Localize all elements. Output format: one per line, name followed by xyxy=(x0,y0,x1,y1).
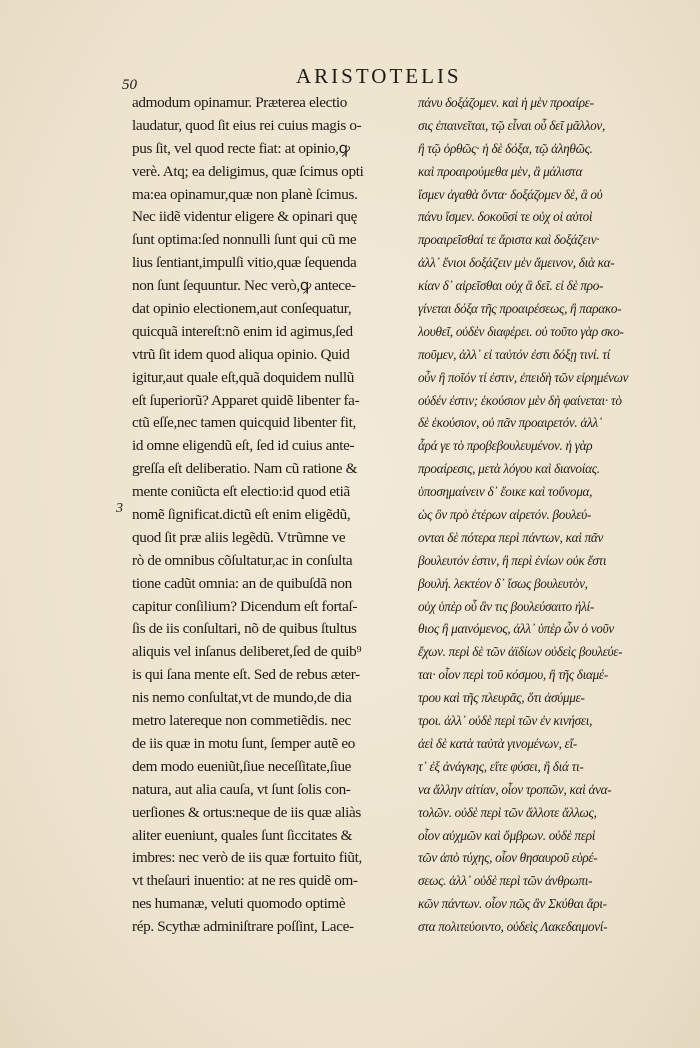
greek-text-line: ὑποσημαίνειν δ᾽ ἔοικε καὶ τοὔνομα, xyxy=(418,484,593,500)
greek-text-line: οὐδέν ἐστιν; ἑκούσιον μὲν δὴ φαίνεται· τὸ xyxy=(418,392,622,408)
latin-text-line: non ſunt ſequuntur. Nec verò,ꝙ antece- xyxy=(132,277,356,295)
greek-text-line: να ἄλλην αἰτίαν, οἷον τροπῶν, καὶ ἀνα- xyxy=(418,781,612,797)
greek-text-line: οὖν ἢ ποῖόν τί ἐστιν, ἐπειδὴ τῶν εἰρημένων xyxy=(418,369,629,385)
latin-text-line: igitur,aut quale eſt,quã doquidem nullũ xyxy=(132,368,354,386)
greek-text-line: καὶ προαιρούμεθα μὲν, ἃ μάλιστα xyxy=(418,163,583,179)
latin-text-line: capitur conſilium? Dicendum eſt fortaſ- xyxy=(132,597,358,615)
latin-text-line: imbres: nec verò de iis quæ fortuito fiũt, xyxy=(132,849,362,867)
greek-text-line: ἀεὶ δὲ κατὰ ταὐτὰ γινομένων, εἴ- xyxy=(418,735,577,751)
latin-text-line: de iis quæ in motu ſunt, ſemper autẽ eo xyxy=(132,734,355,752)
latin-text-line: greſſa eſt deliberatio. Nam cũ ratione & xyxy=(132,460,358,478)
greek-text-line: σις ἐπαινεῖται, τῷ εἶναι οὗ δεῖ μᾶλλον, xyxy=(418,117,605,133)
latin-text-line: dat opinio electionem,aut conſequatur, xyxy=(132,300,352,318)
latin-text-line: natura, aut alia cauſa, vt ſunt ſolis con- xyxy=(132,780,351,798)
latin-column xyxy=(132,92,410,939)
running-head: ARISTOTELIS xyxy=(296,64,462,88)
latin-text-line: quicquã intereſt:nõ enim id agimus,ſed xyxy=(132,322,353,340)
latin-text-line: lius ſentiant,impulſi vitio,quæ ſequenda xyxy=(132,254,357,272)
greek-text-line: οἷον αὐχμῶν καὶ ὄμβρων. οὐδὲ περὶ xyxy=(418,827,596,843)
greek-text-line: ποῦμεν, ἀλλ᾽ εἰ ταὐτόν ἐστι δόξῃ τινί. τί xyxy=(418,346,611,362)
greek-text-line: κῶν πάντων. οἷον πῶς ἂν Σκύθαι ἄρι- xyxy=(418,896,607,912)
greek-text-line: σεως. ἀλλ᾽ οὐδὲ περὶ τῶν ἀνθρωπι- xyxy=(418,873,593,889)
latin-text-line: dem modo eueniũt,ſiue neceſſitate,ſiue xyxy=(132,757,352,775)
greek-text-line: τροι. ἀλλ᾽ οὐδὲ περὶ τῶν ἐν κινήσει, xyxy=(418,713,593,729)
latin-text-line: nis nemo conſultat,vt de mundo,de dia xyxy=(132,689,352,707)
greek-text-line: πάνυ δοξάζομεν. καὶ ἡ μὲν προαίρε- xyxy=(418,95,594,110)
latin-text-line: laudatur, quod ſit eius rei cuius magis o- xyxy=(132,116,362,134)
latin-text-line: nes humanæ, veluti quomodo optimè xyxy=(132,895,346,913)
greek-text-line: τρου καὶ τῆς πλευρᾶς, ὅτι ἀσύμμε- xyxy=(418,690,585,706)
latin-text-line: admodum opinamur. Præterea electio xyxy=(132,94,348,111)
greek-text-line: τ᾽ ἐξ ἀνάγκης, εἴτε φύσει, ἢ διά τι- xyxy=(418,758,584,774)
greek-text-line: τῶν ἀπὸ τύχης, οἷον θησαυροῦ εὑρέ- xyxy=(418,850,598,866)
latin-text-line: tione cadũt omnia: an de quibuſdã non xyxy=(132,574,352,592)
page-number: 50 xyxy=(122,77,137,93)
latin-text-line: quod ſit præ aliis legẽdũ. Vtrũmne ve xyxy=(132,528,346,546)
latin-text-line: ma:ea opinamur,quæ non planè ſcimus. xyxy=(132,185,358,203)
greek-text-line: ται· οἷον περὶ τοῦ κόσμου, ἢ τῆς διαμέ- xyxy=(418,667,608,683)
latin-text-line: nomẽ ſignificat.dictũ eſt enim eligẽdũ, xyxy=(132,506,351,524)
greek-text-line: κίαν δ᾽ αἱρεῖσθαι οὐχ ἃ δεῖ. εἰ δὲ προ- xyxy=(418,278,604,294)
greek-text-line: βουλευτόν ἐστιν, ἢ περὶ ἐνίων οὐκ ἔστι xyxy=(418,552,607,568)
latin-text-line: ſunt optima:ſed nonnulli ſunt qui cũ me xyxy=(132,231,357,249)
latin-text-line: rép. Scythæ adminiſtrare poſſint, Lace- xyxy=(132,918,354,936)
latin-text-line: metro latereque non commetiẽdis. nec xyxy=(132,712,351,730)
greek-text-line: ἀλλ᾽ ἔνιοι δοξάζειν μὲν ἄμεινον, διὰ κα- xyxy=(418,255,615,271)
greek-text-line: λουθεῖ, οὐδὲν διαφέρει. οὐ τοῦτο γὰρ σκο- xyxy=(418,323,624,339)
greek-text-line: ἢ τῷ ὀρθῶς· ἡ δὲ δόξα, τῷ ἀληθῶς. xyxy=(418,140,593,156)
latin-text-line: vt theſauri inuentio: at ne res quidẽ om- xyxy=(132,872,358,890)
greek-text-line: ἴσμεν ἀγαθὰ ὄντα· δοξάζομεν δὲ, ἃ οὐ xyxy=(418,186,603,202)
greek-column xyxy=(418,92,688,939)
greek-text-line: θιος ἢ μαινόμενος, ἀλλ᾽ ὑπὲρ ὧν ὁ νοῦν xyxy=(418,621,614,637)
latin-text-line: aliquis vel inſanus deliberet,ſed de quib⁹ xyxy=(132,643,362,661)
latin-text-line: verè. Atq; ea deligimus, quæ ſcimus opti xyxy=(132,162,364,180)
latin-text-line: vtrũ ſit idem quod aliqua opinio. Quid xyxy=(132,345,350,363)
latin-text-line: ſis de iis conſultari, nõ de quibus ſtultus xyxy=(132,620,357,638)
latin-text-line: is qui ſana mente eſt. Sed de rebus æter- xyxy=(132,666,360,684)
latin-text-line: eſt ſuperiorũ? Apparet quidẽ libenter fa- xyxy=(132,391,360,409)
greek-text-line: ἔχων. περὶ δὲ τῶν ἀϊδίων οὐδεὶς βουλεύε- xyxy=(418,644,623,660)
greek-text-line: προαιρεῖσθαί τε ἄριστα καὶ δοξάζειν· xyxy=(418,232,600,248)
greek-text-line: ονται δὲ πότερα περὶ πάντων, καὶ πᾶν xyxy=(418,529,604,545)
margin-note: 3 xyxy=(116,501,123,516)
latin-text-line: Nec iidẽ videntur eligere & opinari quę xyxy=(132,208,358,226)
latin-text-line: aliter eueniunt, quales ſunt ſiccitates & xyxy=(132,826,353,844)
greek-text-line: στα πολιτεύοιντο, οὐδεὶς Λακεδαιμονί- xyxy=(418,919,608,935)
greek-text-line: δὲ ἑκούσιον, οὐ πᾶν προαιρετόν. ἀλλ᾽ xyxy=(418,415,602,431)
greek-text-line: γίνεται δόξα τῆς προαιρέσεως, ἢ παρακο- xyxy=(418,301,622,317)
greek-text-line: ὡς ὂν πρὸ ἑτέρων αἱρετόν. βουλεύ- xyxy=(418,507,591,523)
latin-text-line: rò de omnibus cõſultatur,ac in conſulta xyxy=(132,551,353,569)
greek-text-line: πάνυ ἴσμεν. δοκοῦσί τε οὐχ οἱ αὐτοὶ xyxy=(418,209,593,225)
latin-text-line: mente coniũcta eſt electio:id quod etiã xyxy=(132,483,350,501)
greek-text-line: βουλή. λεκτέον δ᾽ ἴσως βουλευτὸν, xyxy=(418,575,588,591)
latin-text-line: id omne eligendũ eſt, ſed id cuius ante- xyxy=(132,437,355,455)
latin-text-line: ctũ eſſe,nec tamen quicquid libenter fit, xyxy=(132,414,356,432)
latin-text-line: pus ſit, vel quod recte fiat: at opinio,ꝙ xyxy=(132,139,350,157)
greek-text-line: ἆρά γε τὸ προβεβουλευμένον. ἡ γὰρ xyxy=(418,438,593,454)
greek-text-line: οὐχ ὑπὲρ οὗ ἂν τις βουλεύσαιτο ἠλί- xyxy=(418,598,594,614)
greek-text-line: τολῶν. οὐδὲ περὶ τῶν ἄλλοτε ἄλλως, xyxy=(418,804,597,820)
latin-text-line: uerſiones & ortus:neque de iis quæ aliàs xyxy=(132,803,361,821)
greek-text-line: προαίρεσις, μετὰ λόγου καὶ διανοίας. xyxy=(418,461,600,477)
